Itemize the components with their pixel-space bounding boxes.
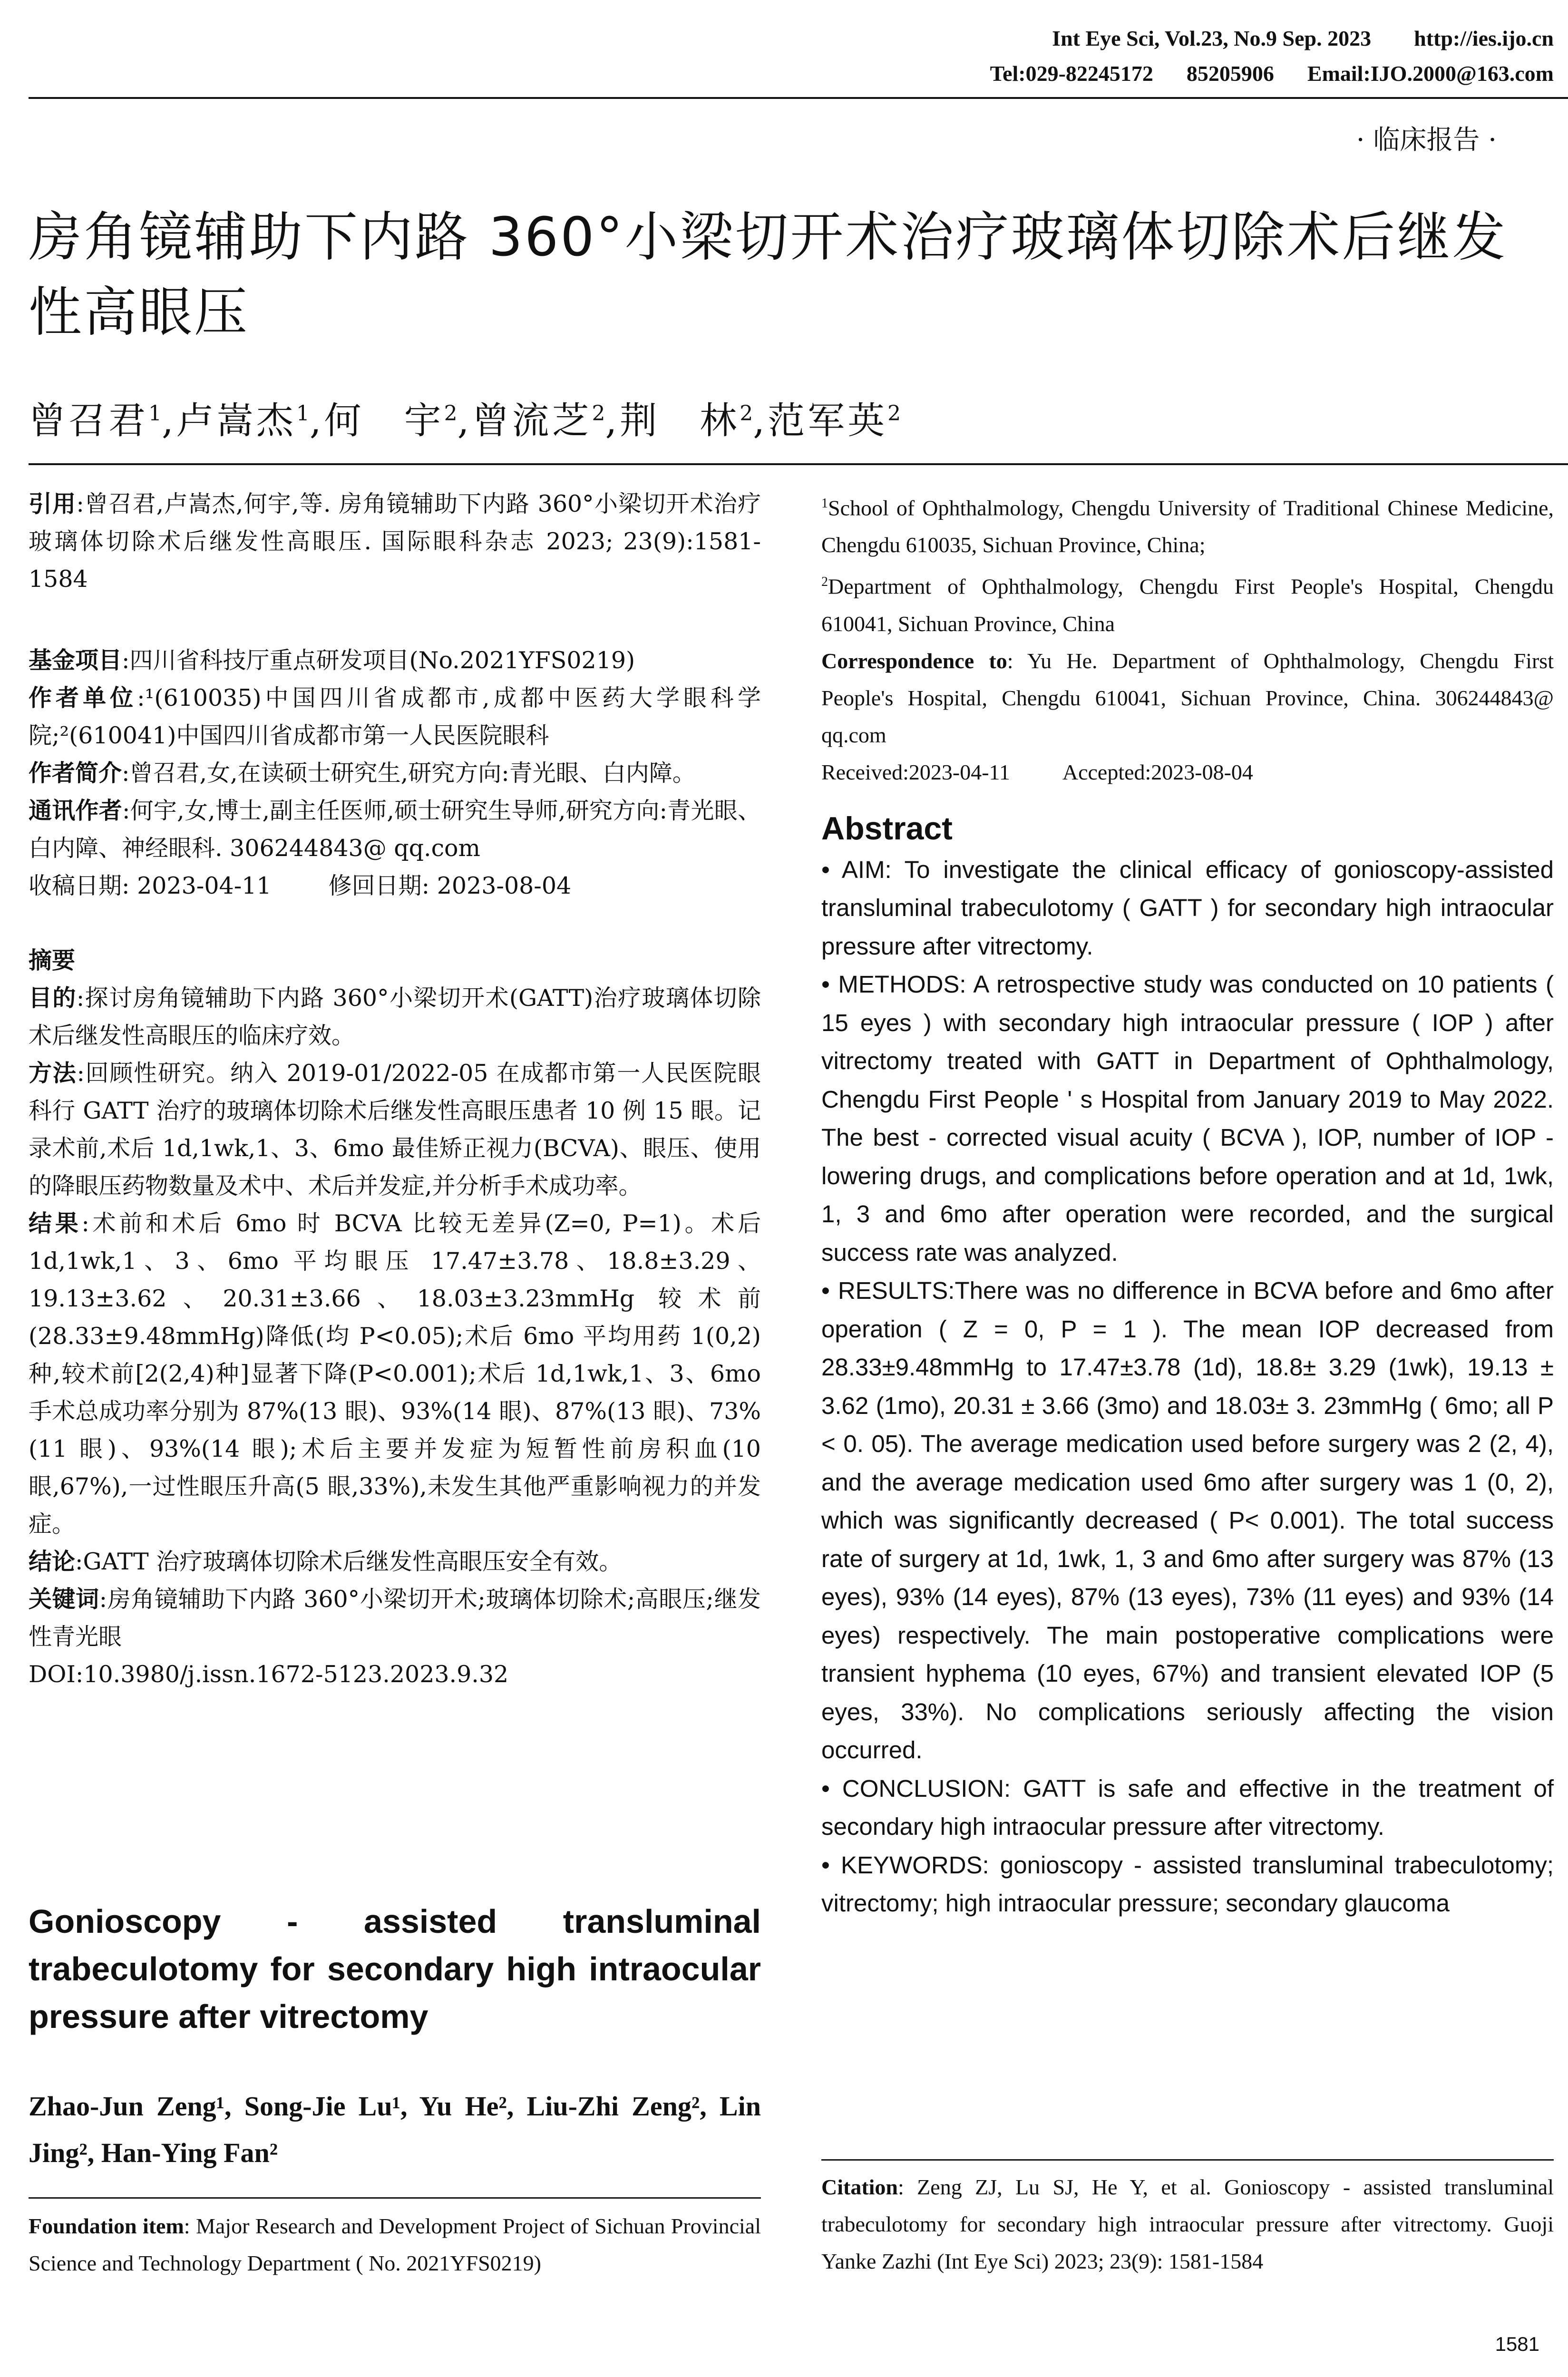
author-cn: 何 宇 [324, 399, 444, 442]
citation-cn: 引用:曾召君,卢嵩杰,何宇,等. 房角镜辅助下内路 360°小梁切开术治疗玻璃体切除术后继发性高眼压. 国际眼科杂志 2023; 23(9):1581-1584 [29, 490, 761, 593]
contact-header [947, 60, 1554, 88]
citation-rule [821, 2159, 1554, 2161]
journal-url: http://ies.ijo.cn [1414, 26, 1554, 50]
results-en: • RESULTS:There was no difference in BCVA before and 6mo after operation ( Z = 0, P = 1 ). The mean IOP decreased from 28.33±9.48mmHg to 17.47±3.78 (1d), 18.8± 3.29 (1wk), 19.13 ± 3.62 (1mo), 20.31 ± 3.66 (3mo) and 18.03± 3. 23mmHg ( 6mo; all P < 0. 05). The average medication used before surgery was 2 (2, 4), and the average medication used 6mo after surgery was 1 (0, 2), which was significantly decreased ( P< 0.001). The total success rate of surgery at 1d, 1wk, 1, 3 and 6mo after surgery was 87% (13 eyes), 93% (14 eyes), 87% (13 eyes), 73% (11 eyes) and 93% (14 eyes) respectively. The main postoperative complications were transient hyphema (10 eyes, 67%) and transient elevated IOP (5 eyes, 33%). No complications seriously affecting the vision occurred. [821, 1277, 1554, 1764]
journal-info: Int Eye Sci, Vol.23, No.9 Sep. 2023 [1052, 26, 1372, 50]
methods-cn: 方法:回顾性研究。纳入 2019-01/2022-05 在成都市第一人民医院眼科行 GATT 治疗的玻璃体切除术后继发性高眼压患者 10 例 15 眼。记录术前,术后 1d,1wk,1、3、6mo 最佳矫正视力(BCVA)、眼压、使用的降眼压药物数量及术中、术后并发症,并分析手术成功率。 [29, 1060, 761, 1199]
author-cn: 卢嵩杰 [176, 399, 296, 442]
journal-tel2: 85205906 [1186, 61, 1274, 86]
methods-en: • METHODS: A retrospective study was conducted on 10 patients ( 15 eyes ) with secondary high intraocular pressure ( IOP ) after vitrectomy treated with GATT in Department of Ophthalmology, Chengdu First People ' s Hospital from January 2019 to May 2022. The best - corrected visual acuity ( BCVA ), IOP, number of IOP - lowering drugs, and complications before operation and at 1d, 1wk, 1, 3 and 6mo after operation were recorded, and the surgical success rate was analyzed. [821, 971, 1554, 1266]
author-cn: 荆 林 [620, 399, 740, 442]
author-cn: 范军英 [768, 399, 888, 442]
affiliation-2: $^2$Department of Ophthalmology, Chengdu First People's Hospital, Chengdu 610041, Sichuan Province, China [821, 574, 1554, 636]
affiliation-1: $^1$School of Ophthalmology, Chengdu University of Traditional Chinese Medicine, Chengdu 610035, Sichuan Province, China; [821, 496, 1554, 557]
corr-cn: 通讯作者:何宇,女,博士,副主任医师,硕士研究生导师,研究方向:青光眼、白内障、神经眼科. 306244843@ qq.com [29, 797, 761, 862]
abstract-head-cn: 摘要 [29, 947, 76, 974]
correspondence-en: Correspondence to: Yu He. Department of Ophthalmology, Chengdu First People's Hospital, Chengdu 610041, Sichuan Province, China. 306244843@ qq.com [821, 648, 1554, 747]
results-cn: 结果:术前和术后 6mo 时 BCVA 比较无差异(Z=0, P=1)。术后 1d,1wk,1、3、6mo 平均眼压 17.47±3.78、18.8±3.29、19.13±3.62、20.31±3.66、18.03±3.23mmHg 较术前(28.33±9.48mmHg)降低(均 P<0.05);术后 6mo 平均用药 1(0,2)种,较术前[2(2,4)种]显著下降(P<0.001);术后 1d,1wk,1、3、6mo 手术总成功率分别为 87%(13 眼)、93%(14 眼)、87%(13 眼)、73%(11 眼)、93%(14 眼);术后主要并发症为短暂性前房积血(10 眼,67%),一过性眼压升高(5 眼,33%),未发生其他严重影响视力的并发症。 [29, 1210, 761, 1538]
authors-en: Zhao-Jun Zeng¹, Song-Jie Lu¹, Yu He², Liu-Zhi Zeng², Lin Jing², Han-Ying Fan² [29, 2091, 761, 2168]
dates-en: Received:2023-04-11 Accepted:2023-08-04 [821, 760, 1253, 784]
profile-cn: 作者简介:曾召君,女,在读硕士研究生,研究方向:青光眼、白内障。 [29, 760, 696, 787]
conclusion-en: • CONCLUSION: GATT is safe and effective in the treatment of secondary high intraocular pressure after vitrectomy. [821, 1774, 1554, 1841]
left-column [29, 485, 761, 1693]
conclusion-cn: 结论:GATT 治疗玻璃体切除术后继发性高眼压安全有效。 [29, 1548, 623, 1575]
fund-cn: 基金项目:四川省科技厅重点研发项目(No.2021YFS0219) [29, 647, 635, 674]
title-en: Gonioscopy - assisted transluminal trabeculotomy for secondary high intraocular pressure after vitrectomy [29, 1903, 761, 2035]
citation-en: Citation: Zeng ZJ, Lu SJ, He Y, et al. Gonioscopy - assisted transluminal trabeculotomy for secondary high intraocular pressure after vitrectomy. Guoji Yanke Zazhi (Int Eye Sci) 2023; 23(9): 1581-1584 [821, 2175, 1554, 2273]
dates-cn: 收稿日期: 2023-04-11 修回日期: 2023-08-04 [29, 872, 572, 899]
journal-email: Email:IJO.2000@163.com [1307, 61, 1554, 86]
right-column [821, 485, 1554, 1923]
journal-tel: Tel:029-82245172 [990, 61, 1153, 86]
page-number: 1581 [1495, 2333, 1539, 2355]
abstract-head-en: Abstract [821, 810, 953, 847]
foundation-en: Foundation item: Major Research and Development Project of Sichuan Provincial Science and Technology Department ( No. 2021YFS0219) [29, 2214, 761, 2275]
keywords-cn: 关键词:房角镜辅助下内路 360°小梁切开术;玻璃体切除术;高眼压;继发性青光眼 [29, 1586, 761, 1650]
unit-cn: 作者单位:¹(610035)中国四川省成都市,成都中医药大学眼科学院;²(610041)中国四川省成都市第一人民医院眼科 [29, 684, 761, 749]
aim-cn: 目的:探讨房角镜辅助下内路 360°小梁切开术(GATT)治疗玻璃体切除术后继发性高眼压的临床疗效。 [29, 984, 761, 1049]
header-rule [29, 97, 1568, 99]
foundation-rule [29, 2197, 761, 2199]
keywords-en: • KEYWORDS: gonioscopy - assisted transluminal trabeculotomy; vitrectomy; high intraocular pressure; secondary glaucoma [821, 1851, 1554, 1917]
title-cn: 房角镜辅助下内路 360°小梁切开术治疗玻璃体切除术后继发性高眼压 [29, 206, 1508, 343]
authors-rule [29, 463, 1568, 465]
author-cn: 曾召君 [29, 399, 149, 442]
aim-en: • AIM: To investigate the clinical efficacy of gonioscopy-assisted transluminal trabeculotomy ( GATT ) for secondary high intraocular pressure after vitrectomy. [821, 856, 1554, 960]
author-cn: 曾流芝 [472, 399, 592, 442]
doi: DOI:10.3980/j.issn.1672-5123.2023.9.32 [29, 1661, 509, 1688]
section-tag: · 临床报告 · [1356, 125, 1497, 156]
authors-cn: 曾召君$^1$,卢嵩杰$^1$,何 宇$^2$,曾流芝$^2$,荆 林$^2$,范军英$^2$ [29, 399, 901, 442]
journal-header [1009, 25, 1554, 52]
